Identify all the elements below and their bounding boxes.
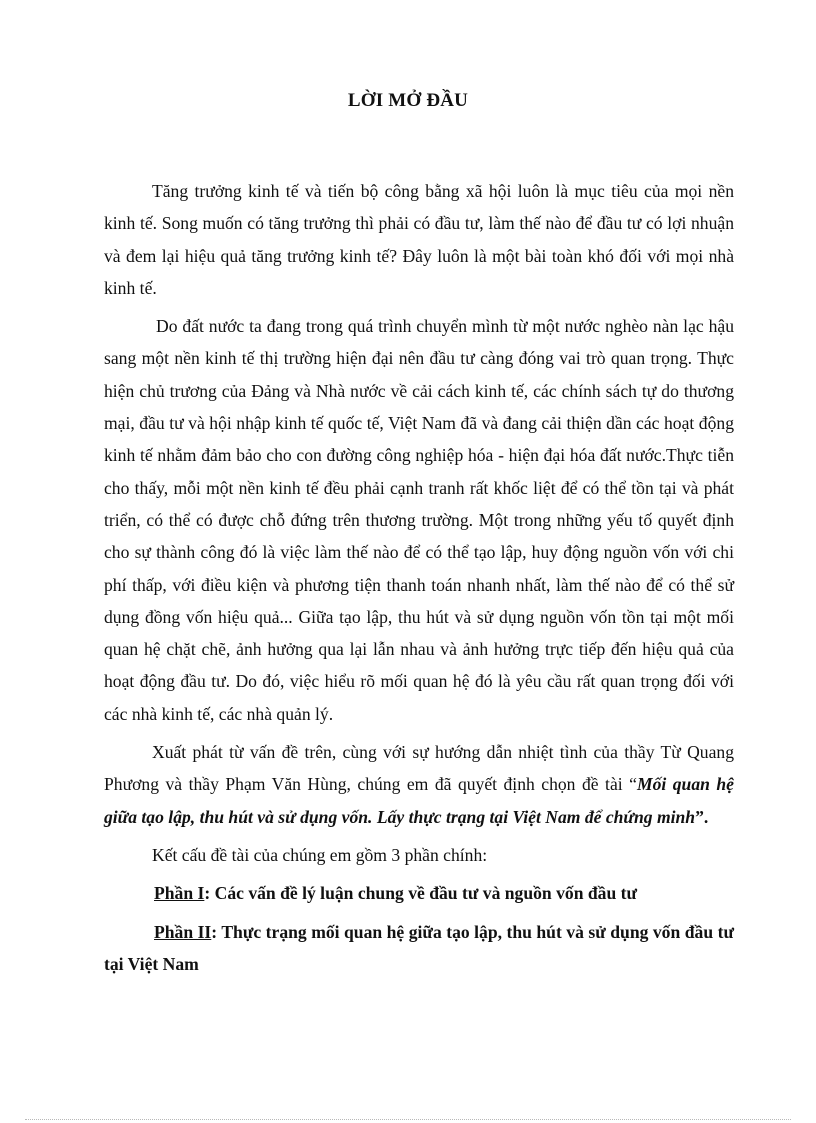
page-bottom-divider [25, 1119, 791, 1120]
paragraph-context: Do đất nước ta đang trong quá trình chuyển mình từ một nước nghèo nàn lạc hậu sang một nền kinh tế thị trường hiện đại nên đầu tư càng đóng vai trò quan trọng. Thực hiện chủ trương của Đảng và Nhà nước về cải cách kinh tế, các chính sách tự do thương mại, đầu tư và hội nhập kinh tế quốc tế, Việt Nam đã và đang cải thiện dần các hoạt động kinh tế nhằm đảm bảo cho con đường công nghiệp hóa - hiện đại hóa đất nước.Thực tiễn cho thấy, mỗi một nền kinh tế đều phải cạnh tranh rất khốc liệt để có thể tồn tại và phát triển, có thể có được chỗ đứng trên thương trường. Một trong những yếu tố quyết định cho sự thành công đó là việc làm thế nào để có thể tạo lập, huy động nguồn vốn với chi phí thấp, với điều kiện và phương tiện thanh toán nhanh nhất, làm thế nào để có thể sử dụng đồng vốn hiệu quả... Giữa tạo lập, thu hút và sử dụng nguồn vốn tồn tại một mối quan hệ chặt chẽ, ảnh hưởng qua lại lẫn nhau và ảnh hưởng trực tiếp đến hiệu quả của hoạt động đầu tư. Do đó, việc hiểu rõ mối quan hệ đó là yêu cầu rất quan trọng đối với các nhà kinh tế, các nhà quản lý. [104, 316, 734, 724]
paragraph-topic-lead: Xuất phát từ vấn đề trên, cùng với sự hướng dẫn nhiệt tình của thầy Từ Quang Phương và thầy Phạm Văn Hùng, chúng em đã quyết định chọn đề tài “ [104, 742, 734, 795]
section-part-2 [104, 916, 734, 981]
section-part-2-label: Phần II [154, 921, 212, 942]
section-part-1-text: : Các vấn đề lý luận chung về đầu tư và nguồn vốn đầu tư [204, 883, 638, 904]
section-part-2-text: : Thực trạng mối quan hệ giữa tạo lập, thu hút và sử dụng vốn đầu tư tại Việt Nam [104, 921, 734, 974]
paragraph-structure: Kết cấu đề tài của chúng em gồm 3 phần chính: [152, 844, 488, 865]
topic-title: Mối quan hệ giữa tạo lập, thu hút và sử dụng vốn. Lấy thực trạng tại Việt Nam để chứng minh [104, 774, 734, 827]
paragraph-topic [104, 736, 734, 833]
paragraph-intro: Tăng trưởng kinh tế và tiến bộ công bằng xã hội luôn là mục tiêu của mọi nền kinh tế. Song muốn có tăng trưởng thì phải có đầu tư, làm thế nào để đầu tư có lợi nhuận và đem lại hiệu quả tăng trưởng kinh tế? Đây luôn là một bài toàn khó đối với mọi nhà kinh tế. [104, 181, 734, 298]
document-body [104, 175, 734, 986]
section-part-1-label: Phần I [154, 883, 205, 904]
page-title: LỜI MỞ ĐẦU [347, 90, 469, 111]
paragraph-topic-tail: ”. [695, 806, 709, 827]
section-part-1 [104, 877, 734, 909]
